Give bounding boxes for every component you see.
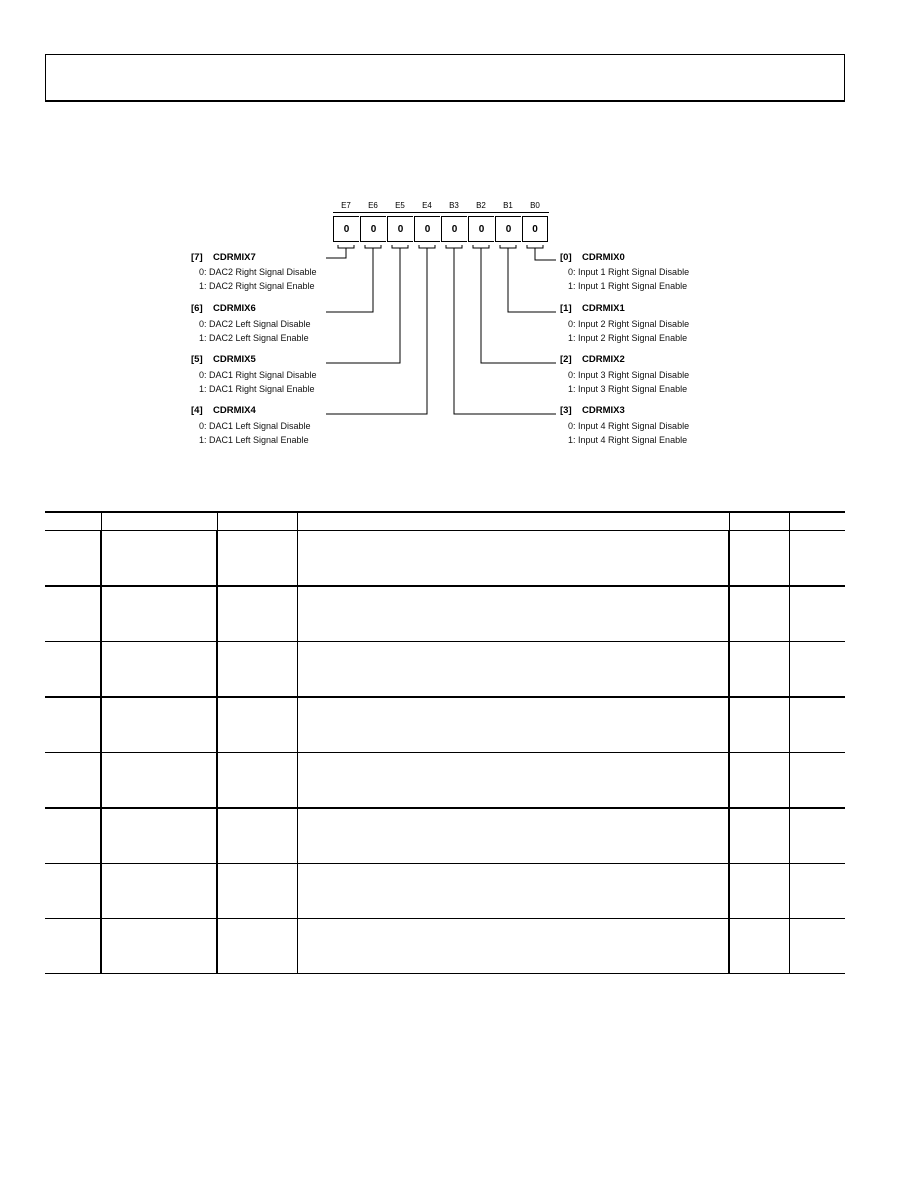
field-cdrmix1-opt1: 1: Input 2 Right Signal Enable (568, 333, 688, 343)
bit-label-e4: E4 (422, 201, 432, 210)
table-row (45, 642, 845, 698)
bit-label-e7: E7 (341, 201, 351, 210)
table-row (45, 586, 845, 642)
table-row (45, 697, 845, 753)
field-cdrmix4: [4] CDRMIX4 (191, 405, 256, 416)
field-cdrmix5-opt1: 1: DAC1 Right Signal Enable (199, 384, 315, 394)
table-row (45, 808, 845, 864)
table-row (45, 753, 845, 809)
bit-cell-b1: 0 (495, 216, 521, 242)
bit-cell-e5: 0 (387, 216, 413, 242)
bit-label-b1: B1 (503, 201, 513, 210)
field-cdrmix2-opt0: 0: Input 3 Right Signal Disable (568, 370, 690, 380)
field-cdrmix6: [6] CDRMIX6 (191, 303, 256, 314)
bit-cell-b0: 0 (522, 216, 548, 242)
field-cdrmix7-opt0: 0: DAC2 Right Signal Disable (199, 267, 317, 277)
bit-cell-b3: 0 (441, 216, 467, 242)
bit-label-b2: B2 (476, 201, 486, 210)
bit-cell-e6: 0 (360, 216, 386, 242)
field-cdrmix4-opt1: 1: DAC1 Left Signal Enable (199, 435, 309, 445)
field-cdrmix0: [0] CDRMIX0 (560, 252, 625, 263)
table-header-row (45, 512, 845, 531)
bit-label-e6: E6 (368, 201, 378, 210)
table-row (45, 919, 845, 974)
register-bit-diagram (0, 0, 918, 470)
bit-label-e5: E5 (395, 201, 405, 210)
field-cdrmix1: [1] CDRMIX1 (560, 303, 625, 314)
field-cdrmix3-opt0: 0: Input 4 Right Signal Disable (568, 421, 690, 431)
bit-cell-b2: 0 (468, 216, 494, 242)
bit-cell-e4: 0 (414, 216, 440, 242)
field-cdrmix7: [7] CDRMIX7 (191, 252, 256, 263)
field-cdrmix5-opt0: 0: DAC1 Right Signal Disable (199, 370, 317, 380)
field-cdrmix5: [5] CDRMIX5 (191, 354, 256, 365)
field-cdrmix2: [2] CDRMIX2 (560, 354, 625, 365)
register-table (45, 511, 845, 974)
field-cdrmix7-opt1: 1: DAC2 Right Signal Enable (199, 281, 315, 291)
field-cdrmix1-opt0: 0: Input 2 Right Signal Disable (568, 319, 690, 329)
connector-lines (0, 0, 918, 470)
field-cdrmix2-opt1: 1: Input 3 Right Signal Enable (568, 384, 688, 394)
field-cdrmix0-opt0: 0: Input 1 Right Signal Disable (568, 267, 690, 277)
field-cdrmix3-opt1: 1: Input 4 Right Signal Enable (568, 435, 688, 445)
field-cdrmix6-opt1: 1: DAC2 Left Signal Enable (199, 333, 309, 343)
field-cdrmix0-opt1: 1: Input 1 Right Signal Enable (568, 281, 688, 291)
field-cdrmix3: [3] CDRMIX3 (560, 405, 625, 416)
field-cdrmix6-opt0: 0: DAC2 Left Signal Disable (199, 319, 311, 329)
table-row (45, 864, 845, 919)
bit-label-b3: B3 (449, 201, 459, 210)
field-cdrmix4-opt0: 0: DAC1 Left Signal Disable (199, 421, 311, 431)
bit-label-b0: B0 (530, 201, 540, 210)
bit-cell-e7: 0 (333, 216, 359, 242)
table-row (45, 531, 845, 587)
